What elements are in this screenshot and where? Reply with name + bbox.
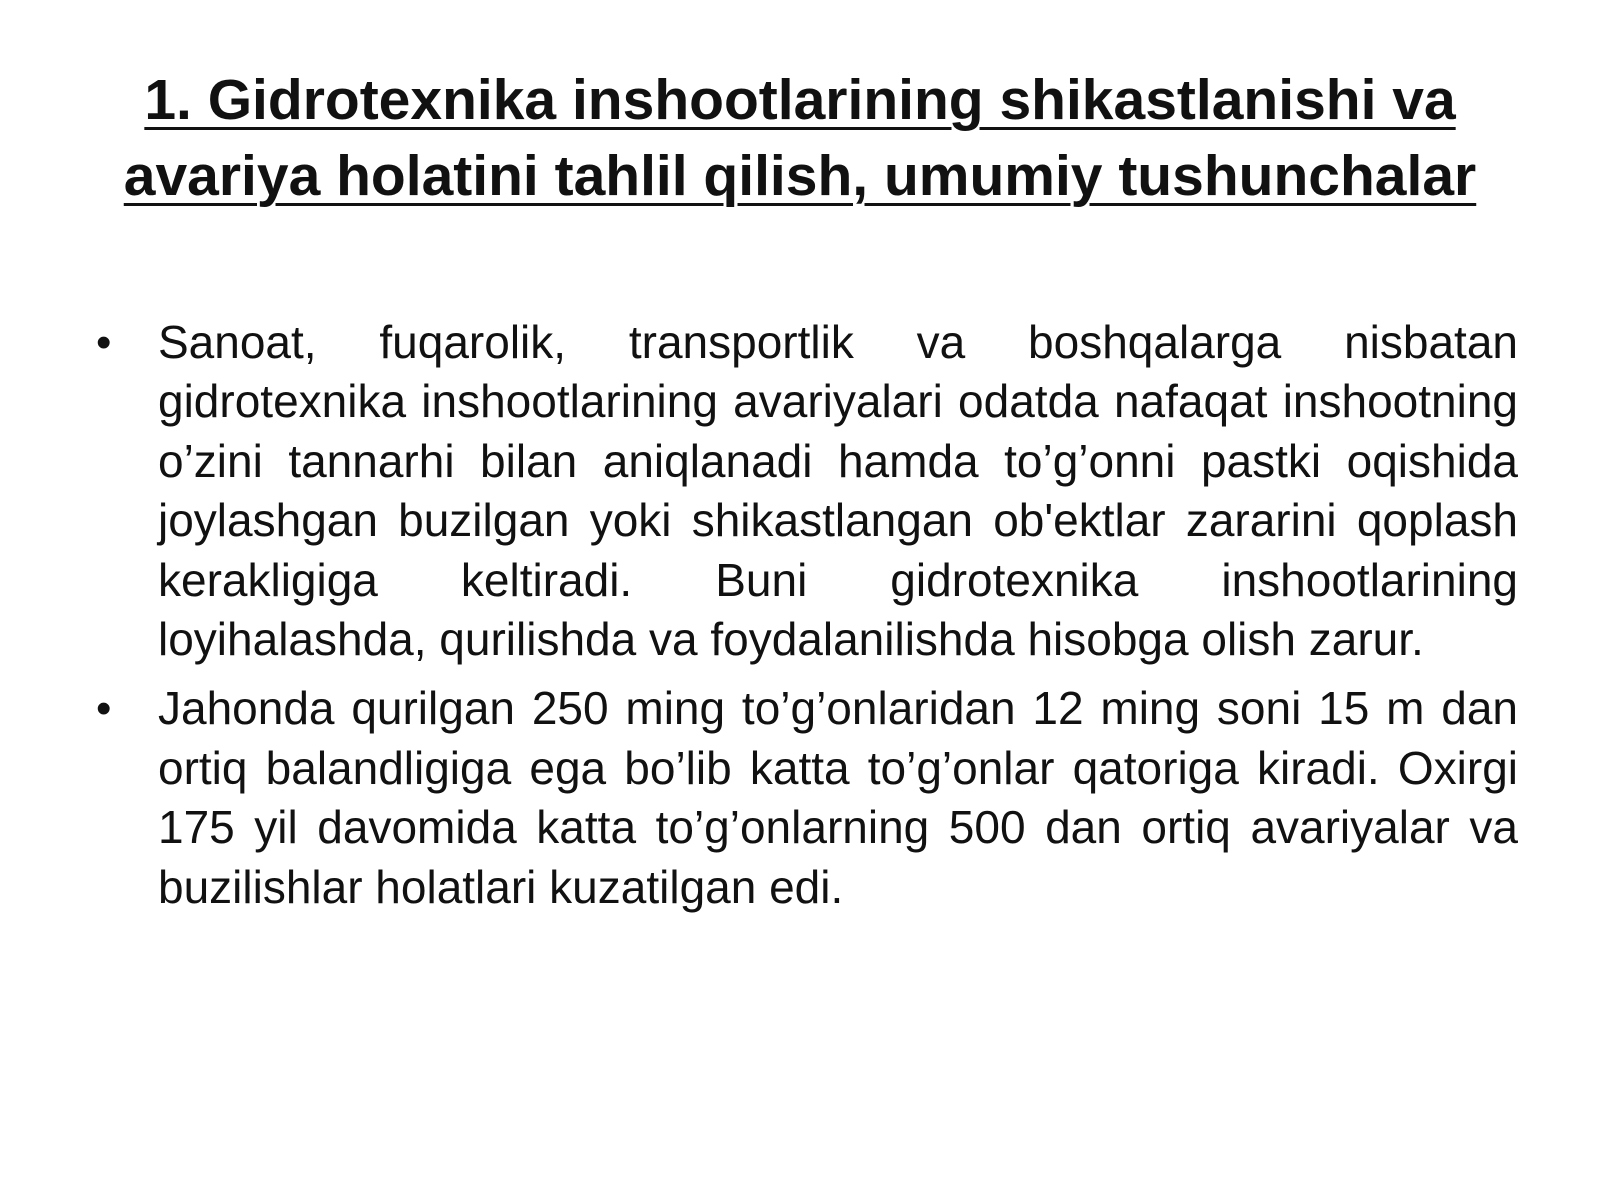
- slide-title: 1. Gidrotexnika inshootlarining shikastlanishi va avariya holatini tahlil qilish, umumiy tushunchalar: [123, 68, 1477, 208]
- bullet-dot-icon: •: [96, 684, 112, 734]
- bullet-text: Sanoat, fuqarolik, transportlik va boshqalarga nisbatan gidrotexnika inshootlarining avariyalari odatda nafaqat inshootning o’zini tannarhi bilan aniqlanadi hamda to’g’onni pastki oqishida joylashgan buzilgan yoki shikastlangan ob'ektlar zararini qoplash kerakligiga keltiradi. Buni gidrotexnika inshootlarining loyihalashda, qurilishda va foydalanilishda hisobga olish zarur.: [158, 316, 1518, 666]
- bullet-item: [96, 679, 1520, 917]
- bullet-item: [96, 313, 1520, 669]
- bullet-text: Jahonda qurilgan 250 ming to’g’onlaridan 12 ming soni 15 m dan ortiq balandligiga ega bo’lib katta to’g’onlar qatoriga kiradi. Oxirgi 175 yil davomida katta to’g’onlarning 500 dan ortiq avariyalar va buzilishlar holatlari kuzatilgan edi.: [158, 682, 1518, 913]
- bullet-dot-icon: •: [96, 318, 112, 367]
- bullet-list: [96, 313, 1520, 927]
